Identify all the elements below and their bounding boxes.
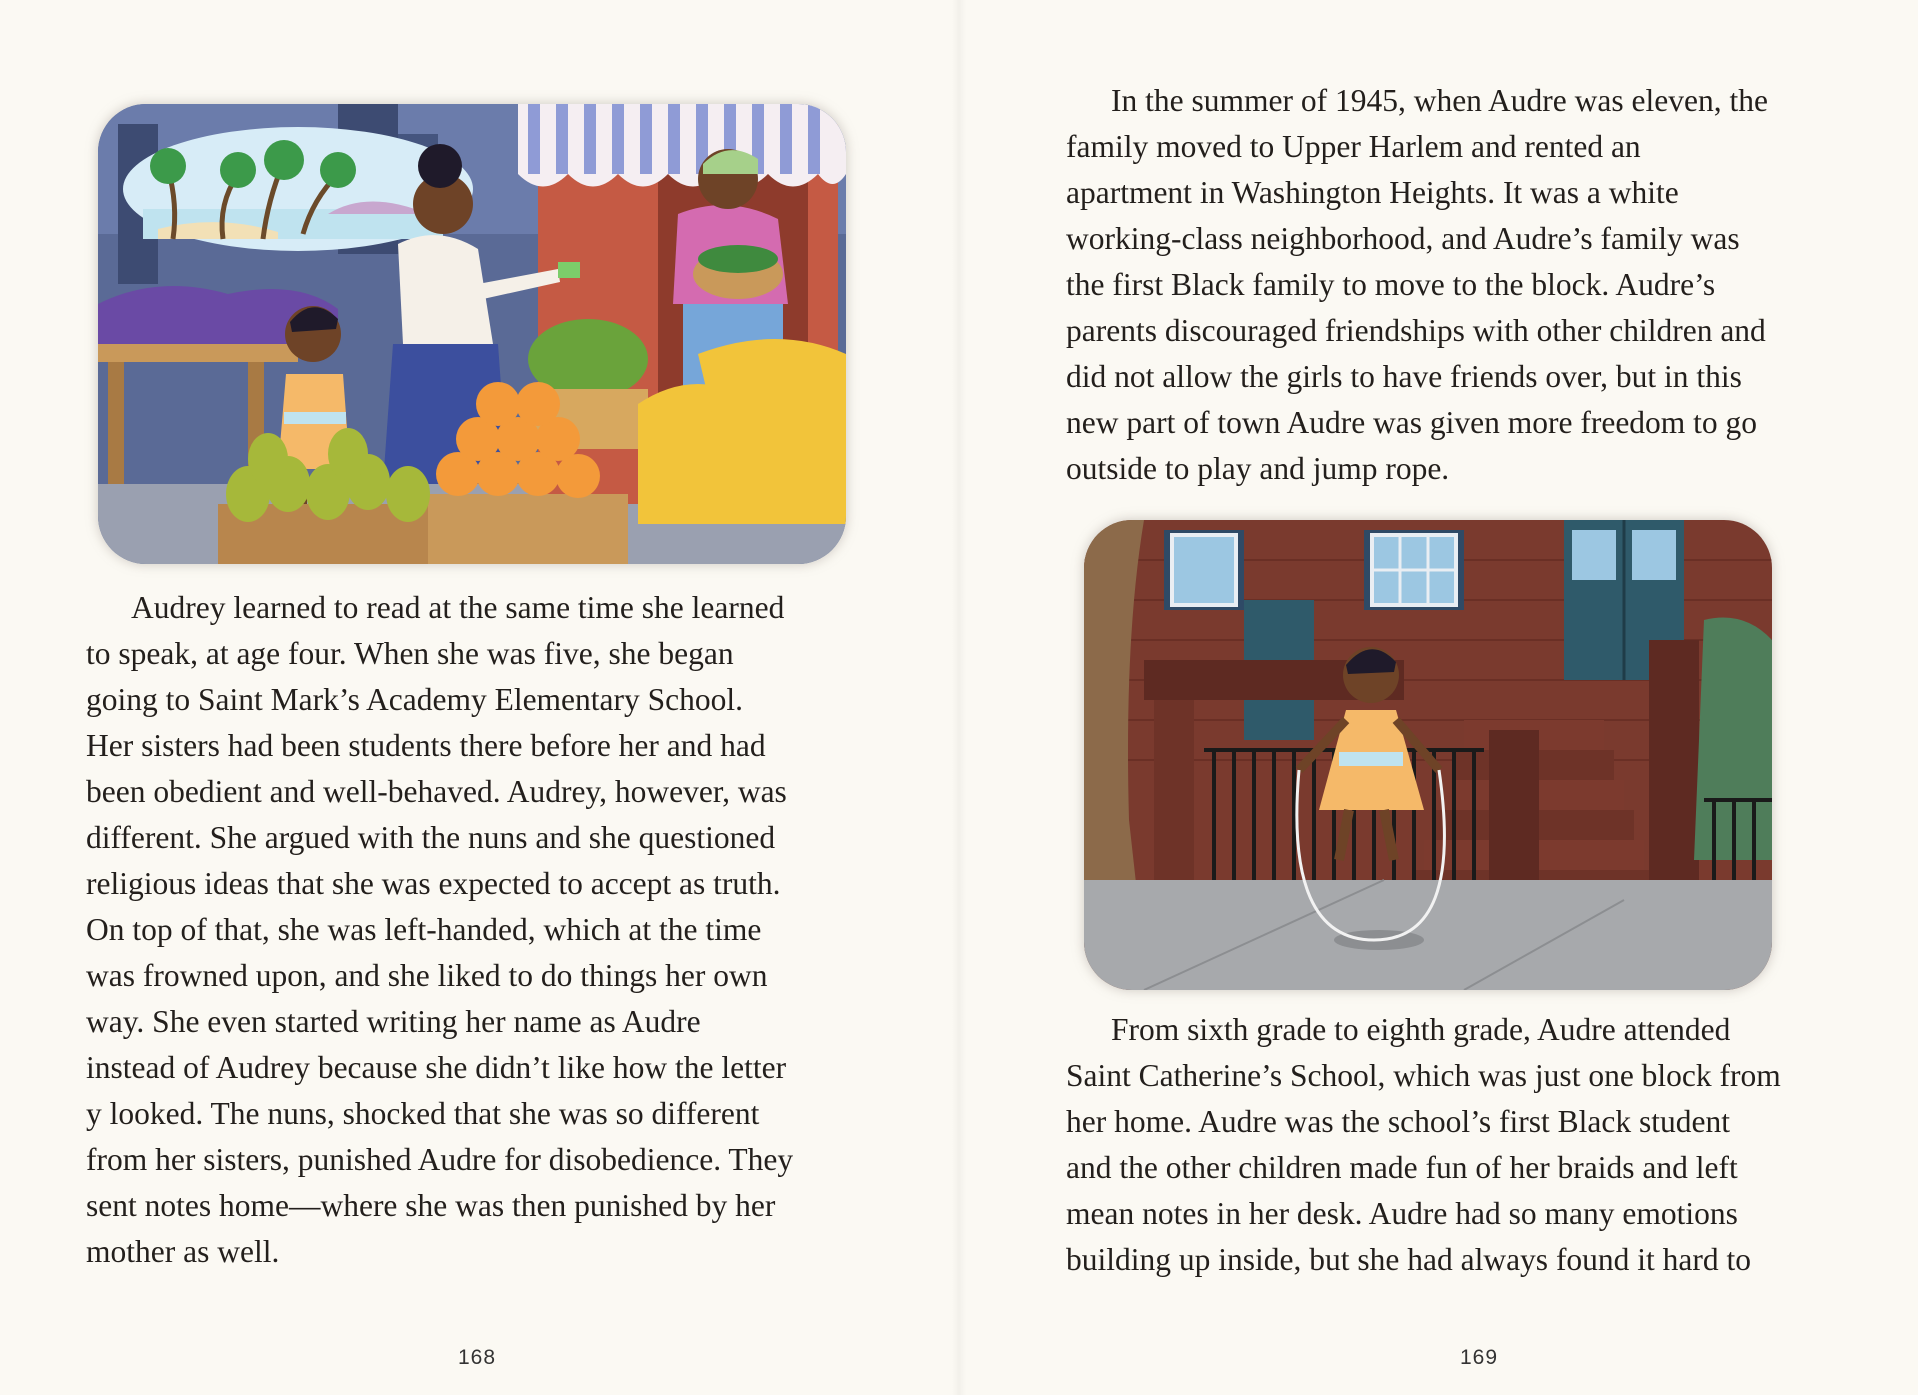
- right-paragraph-2: [1066, 1007, 1781, 1283]
- left-paragraph: [86, 585, 793, 1275]
- text-line: apartment in Washington Heights. It was a white: [1066, 175, 1679, 210]
- market-scene-icon: [98, 104, 846, 564]
- text-line: On top of that, she was left-handed, which at the time: [86, 912, 762, 947]
- text-line: family moved to Upper Harlem and rented an: [1066, 129, 1641, 164]
- text-line: parents discouraged friendships with other children and: [1066, 313, 1766, 348]
- text-line: way. She even started writing her name as Audre: [86, 1004, 701, 1039]
- text-line: Her sisters had been students there before her and had: [86, 728, 766, 763]
- text-line: Audrey learned to read at the same time she learned: [131, 590, 785, 625]
- text-line: In the summer of 1945, when Audre was eleven, the: [1111, 83, 1768, 118]
- text-line: was frowned upon, and she liked to do things her own: [86, 958, 768, 993]
- text-line: Saint Catherine’s School, which was just one block from: [1066, 1058, 1781, 1093]
- market-illustration: [98, 104, 846, 564]
- page-number: 169: [1460, 1346, 1499, 1369]
- text-line: sent notes home—where she was then punished by her: [86, 1188, 776, 1223]
- text-line: mother as well.: [86, 1234, 280, 1269]
- text-line: working-class neighborhood, and Audre’s family was: [1066, 221, 1740, 256]
- text-line: her home. Audre was the school’s first Black student: [1066, 1104, 1730, 1139]
- text-line: going to Saint Mark’s Academy Elementary School.: [86, 682, 744, 717]
- jump-rope-illustration: [1084, 520, 1772, 990]
- text-line: outside to play and jump rope.: [1066, 451, 1450, 486]
- text-line: and the other children made fun of her braids and left: [1066, 1150, 1738, 1185]
- text-line: to speak, at age four. When she was five, she began: [86, 636, 734, 671]
- text-line: religious ideas that she was expected to accept as truth.: [86, 866, 781, 901]
- text-line: been obedient and well-behaved. Audrey, however, was: [86, 774, 787, 809]
- right-paragraph-1: [1066, 78, 1768, 492]
- jump-rope-scene-icon: [1084, 520, 1772, 990]
- page-number: 168: [458, 1346, 497, 1369]
- text-line: y looked. The nuns, shocked that she was so different: [86, 1096, 760, 1131]
- text-line: different. She argued with the nuns and she questioned: [86, 820, 776, 855]
- text-line: building up inside, but she had always found it hard to: [1066, 1242, 1752, 1277]
- text-line: new part of town Audre was given more freedom to go: [1066, 405, 1758, 440]
- text-line: from her sisters, punished Audre for disobedience. They: [86, 1142, 794, 1177]
- right-page: [959, 0, 1918, 1395]
- text-line: From sixth grade to eighth grade, Audre attended: [1111, 1012, 1731, 1047]
- text-line: did not allow the girls to have friends over, but in this: [1066, 359, 1742, 394]
- text-line: instead of Audrey because she didn’t like how the letter: [86, 1050, 787, 1085]
- text-line: the first Black family to move to the block. Audre’s: [1066, 267, 1716, 302]
- text-line: mean notes in her desk. Audre had so many emotions: [1066, 1196, 1738, 1231]
